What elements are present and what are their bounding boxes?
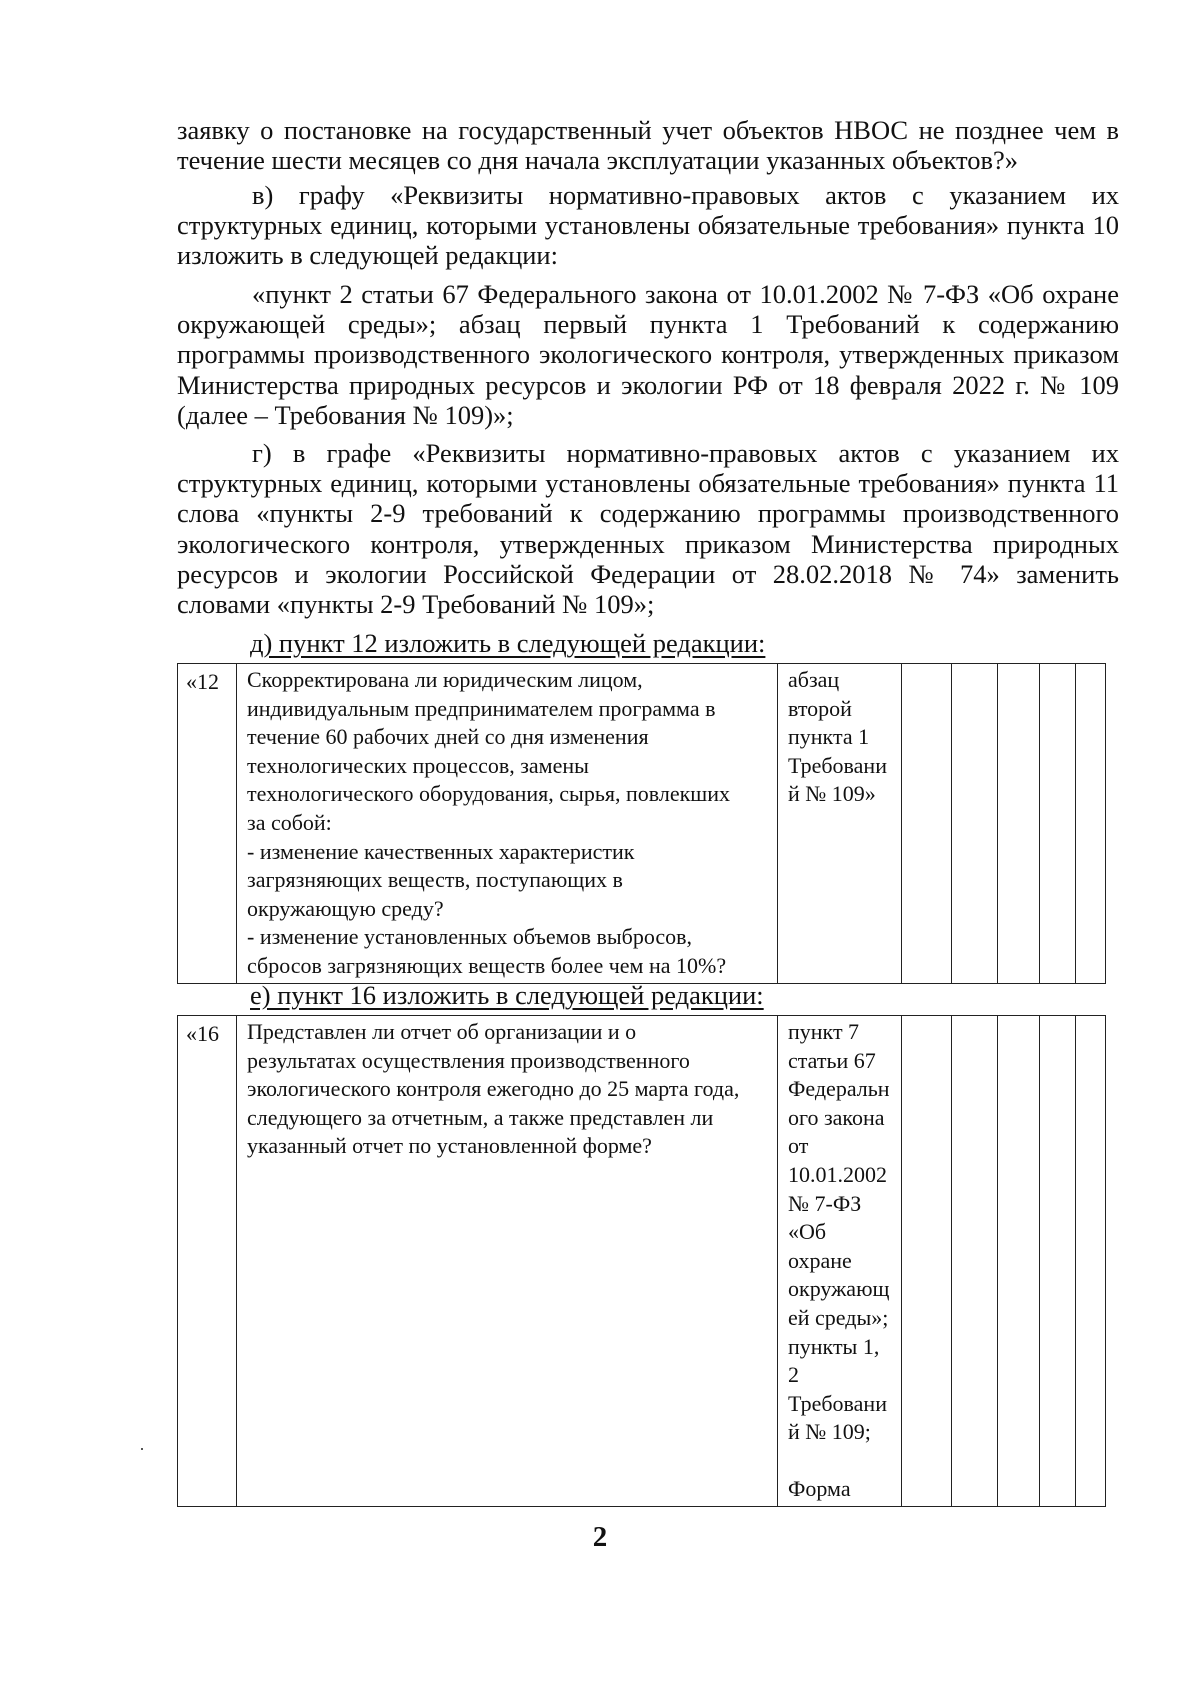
heading-item-e: е) пункт 16 изложить в следующей редакции: — [250, 980, 764, 1010]
item-number-cell: «16 — [178, 1016, 237, 1507]
item-number-cell: «12 — [178, 664, 237, 984]
reference-cell: абзац второй пункта 1 Требовани й № 109» — [778, 664, 902, 984]
table-row — [178, 1016, 1106, 1507]
empty-cell — [998, 1016, 1040, 1507]
empty-cell — [1076, 1016, 1106, 1507]
empty-cell — [1076, 664, 1106, 984]
table-item-12 — [177, 663, 1106, 984]
paragraph-quote-point-2: «пункт 2 статьи 67 Федерального закона от 10.01.2002 № 7-ФЗ «Об охране окружающей среды»; абзац первый пункта 1 Требований к содержанию программы производственного экологического контроля, утвержденных приказом Министерства природных ресурсов и экологии РФ от 18 февраля 2022 г. № 109 (далее – Требования № 109)»; — [177, 279, 1119, 430]
table-item-16 — [177, 1015, 1106, 1507]
empty-cell — [902, 664, 952, 984]
empty-cell — [1040, 1016, 1076, 1507]
empty-cell — [998, 664, 1040, 984]
question-cell: Скорректирована ли юридическим лицом, индивидуальным предпринимателем программа в течение 60 рабочих дней со дня изменения технологических процессов, замены технологического оборудования, сырья, повлекших за собой: - изменение качественных характеристик загрязняющих веществ, поступающих в окружающую среду? - изменение установленных объемов выбросов, сбросов загрязняющих веществ более чем на 10%? — [237, 664, 778, 984]
empty-cell — [1040, 664, 1076, 984]
heading-item-d: д) пункт 12 изложить в следующей редакции: — [250, 628, 766, 658]
empty-cell — [902, 1016, 952, 1507]
empty-cell — [952, 664, 998, 984]
empty-cell — [952, 1016, 998, 1507]
scan-speck — [141, 1448, 143, 1450]
question-cell: Представлен ли отчет об организации и о результатах осуществления производственного экологического контроля ежегодно до 25 марта года, следующего за отчетным, а также представлен ли указанный отчет по установленной форме? — [237, 1016, 778, 1507]
page-number: 2 — [592, 1521, 608, 1553]
table-row — [178, 664, 1106, 984]
paragraph-continuation: заявку о постановке на государственный учет объектов НВОС не позднее чем в течение шести месяцев со дня начала эксплуатации указанных объектов?» — [177, 115, 1119, 176]
reference-cell: пункт 7 статьи 67 Федеральн ого закона от 10.01.2002 № 7-ФЗ «Об охране окружающ ей среды»; пункты 1, 2 Требовани й № 109; Форма — [778, 1016, 902, 1507]
paragraph-item-v: в) графу «Реквизиты нормативно-правовых актов с указанием их структурных единиц, которыми установлены обязательные требования» пункта 10 изложить в следующей редакции: — [177, 180, 1119, 271]
paragraph-item-g: г) в графе «Реквизиты нормативно-правовых актов с указанием их структурных единиц, которыми установлены обязательные требования» пункта 11 слова «пункты 2-9 требований к содержанию программы производственного экологического контроля, утвержденных приказом Министерства природных ресурсов и экологии Российской Федерации от 28.02.2018 № 74» заменить словами «пункты 2-9 Требований № 109»; — [177, 438, 1119, 620]
